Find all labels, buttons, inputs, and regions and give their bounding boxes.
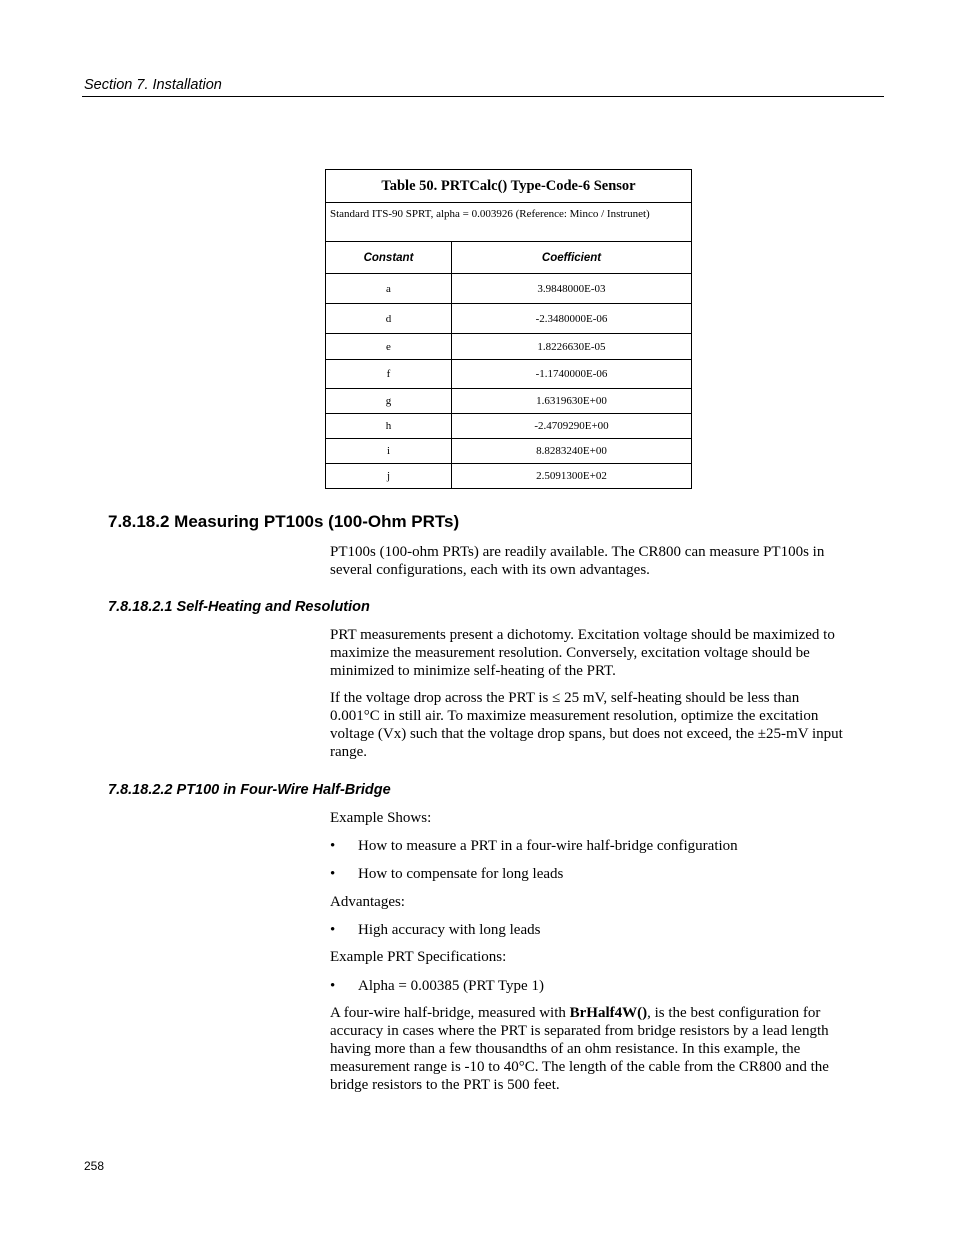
list-item-text: Alpha = 0.00385 (PRT Type 1) — [358, 978, 544, 994]
section-heading: 7.8.18.2 Measuring PT100s (100-Ohm PRTs) — [108, 512, 460, 531]
table-row — [326, 360, 692, 389]
constant-cell: a — [326, 274, 452, 304]
self-heating-paragraph-1: PRT measurements present a dichotomy. Excitation voltage should be maximized to maximize the measurement resolution. Conversely, excitation voltage should be minimized to minimize self-heating of the PRT. — [330, 627, 835, 679]
bullet-icon: • — [330, 866, 336, 882]
coefficient-cell: -2.4709290E+00 — [452, 414, 692, 439]
table-row — [326, 389, 692, 414]
bullet-icon: • — [330, 922, 336, 938]
advantages-label: Advantages: — [330, 894, 405, 910]
page-number: 258 — [84, 1159, 105, 1173]
list-item-text: How to compensate for long leads — [358, 866, 564, 882]
column-header-coefficient: Coefficient — [452, 242, 692, 274]
coefficient-table — [325, 169, 692, 489]
table-row — [326, 274, 692, 304]
table-caption: Table 50. PRTCalc() Type-Code-6 Sensor — [326, 170, 692, 203]
specs-label: Example PRT Specifications: — [330, 949, 507, 965]
bullet-icon: • — [330, 838, 336, 854]
paragraph-text-start: A four-wire half-bridge, measured with — [330, 1005, 570, 1021]
header-rule — [82, 96, 884, 97]
list-item-text: High accuracy with long leads — [358, 922, 541, 938]
coefficient-cell: 3.9848000E-03 — [452, 274, 692, 304]
coefficient-cell: 2.5091300E+02 — [452, 464, 692, 489]
four-wire-paragraph — [330, 1004, 850, 1094]
constant-cell: f — [326, 360, 452, 389]
self-heating-paragraph-2: If the voltage drop across the PRT is ≤ 25 mV, self-heating should be less than 0.001°C in still air. To maximize measurement resolution, optimize the excitation voltage (Vx) such that the voltage drop spans, but does not exceed, the ±25-mV input range. — [330, 690, 843, 760]
table-row — [326, 464, 692, 489]
coefficient-cell: -2.3480000E-06 — [452, 304, 692, 334]
constant-cell: d — [326, 304, 452, 334]
section-intro: PT100s (100-ohm PRTs) are readily available. The CR800 can measure PT100s in several configurations, each with its own advantages. — [330, 544, 825, 578]
coefficient-cell: 8.8283240E+00 — [452, 439, 692, 464]
constant-cell: i — [326, 439, 452, 464]
constant-cell: j — [326, 464, 452, 489]
bullet-icon: • — [330, 978, 336, 994]
list-item-text: How to measure a PRT in a four-wire half-bridge configuration — [358, 838, 738, 854]
subsection-heading-four-wire: 7.8.18.2.2 PT100 in Four-Wire Half-Bridge — [108, 782, 391, 798]
subsection-heading-self-heating: 7.8.18.2.1 Self-Heating and Resolution — [108, 599, 370, 615]
instruction-name: BrHalf4W() — [569, 1005, 648, 1021]
coefficient-cell: 1.6319630E+00 — [452, 389, 692, 414]
example-shows-label: Example Shows: — [330, 810, 432, 826]
coefficient-cell: -1.1740000E-06 — [452, 360, 692, 389]
table-description: Standard ITS-90 SPRT, alpha = 0.003926 (Reference: Minco / Instrunet) — [326, 203, 692, 242]
column-header-constant: Constant — [326, 242, 452, 274]
constant-cell: h — [326, 414, 452, 439]
constant-cell: g — [326, 389, 452, 414]
table-row — [326, 414, 692, 439]
paragraph-text-end: , is the best configuration for accuracy in cases where the PRT is separated from bridge resistors by a lead length having more than a few thousandths of an ohm resistance. In this example, the measurement range is -10 to 40°C. The length of the cable from the CR800 and the bridge resistors to the PRT is 500 feet. — [330, 1005, 829, 1093]
table-row — [326, 334, 692, 360]
constant-cell: e — [326, 334, 452, 360]
running-head: Section 7. Installation — [84, 77, 222, 93]
coefficient-cell: 1.8226630E-05 — [452, 334, 692, 360]
table-row — [326, 439, 692, 464]
table-row — [326, 304, 692, 334]
